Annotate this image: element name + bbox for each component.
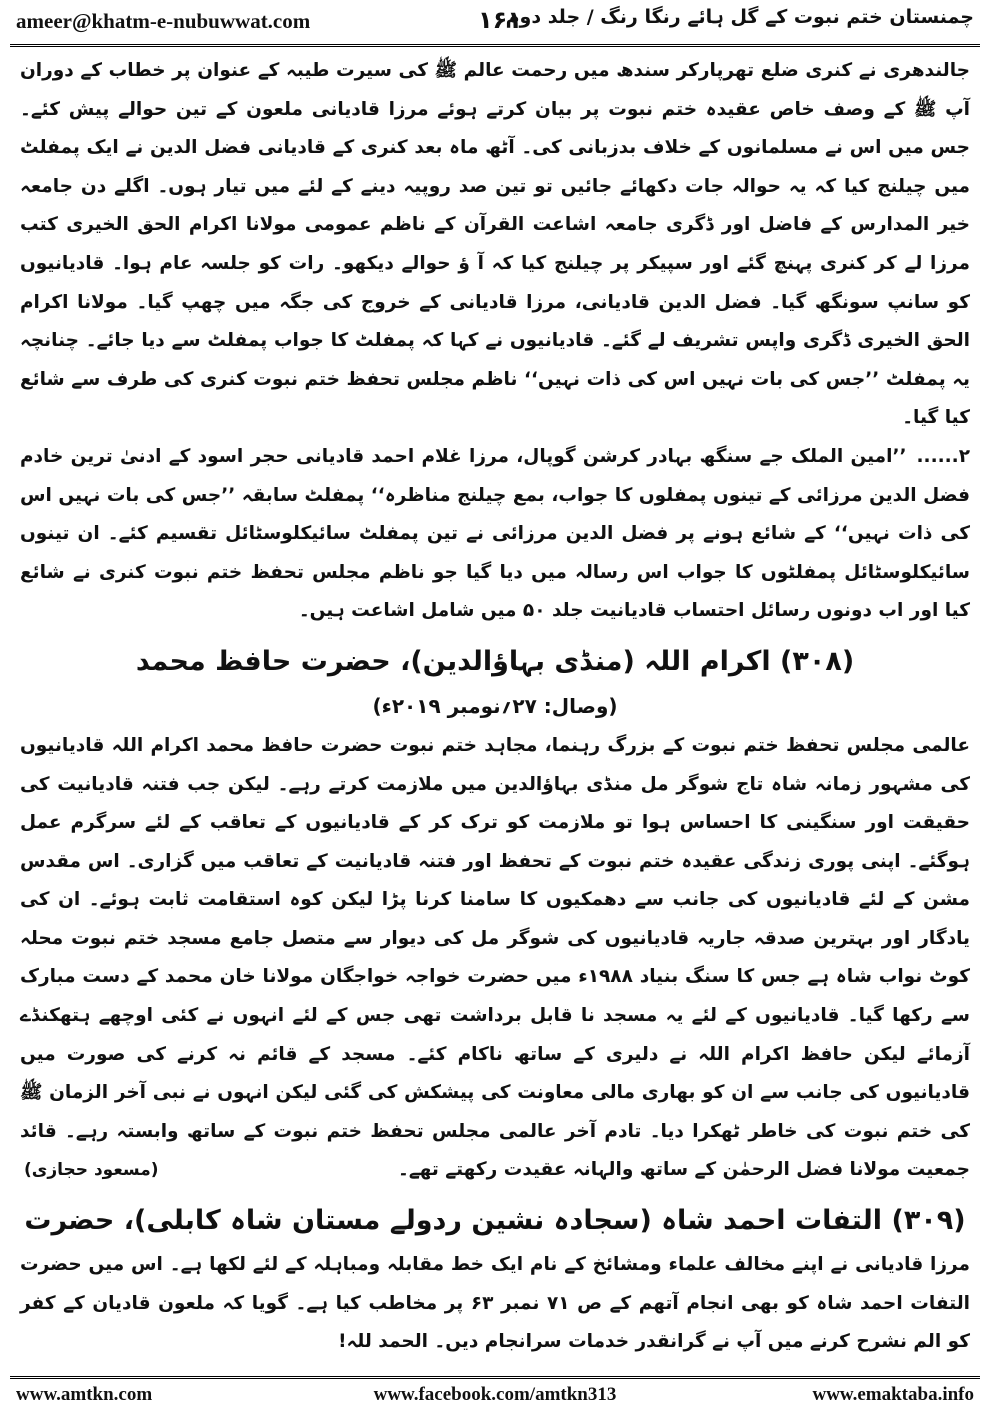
footer-link-amtkn[interactable]: www.amtkn.com [16, 1384, 153, 1405]
header-email: ameer@khatm-e-nubuwwat.com [16, 9, 311, 33]
numbered-item [20, 438, 970, 631]
author-signature: (مسعود حجازی) [24, 1160, 159, 1181]
item-number: ۲...... [916, 445, 970, 467]
section-308-body: عالمی مجلس تحفظ ختم نبوت کے بزرگ رہنما، مجاہد ختم نبوت حضرت حافظ محمد اکرام اللہ قادیانیوں کی مشہور زمانہ شاہ تاج شوگر مل منڈی بہاؤالدین میں ملازمت کرتے رہے۔ لیکن جب فتنہ قادیانیت کی حقیقت اور سنگینی کا احساس ہوا تو ملازمت کو ترک کر کے قادیانیوں کے تعاقب کے لئے سرگرم عمل ہوگئے۔ اپنی پوری زندگی عقیدہ ختم نبوت کے تحفظ اور فتنہ قادیانیت کے تعاقب میں گزاری۔ اس مقدس مشن کے لئے قادیانیوں کی جانب سے دھمکیوں کا سامنا کرنا پڑا لیکن کوہ استقامت ثابت ہوئے۔ ان کی یادگار اور بہترین صدقہ جاریہ قادیانیوں کی شوگر مل کی دیوار سے متصل جامع مسجد ختم نبوت محلہ کوٹ نواب شاہ ہے جس کا سنگ بنیاد ۱۹۸۸ء میں حضرت خواجہ خواجگان مولانا خان محمد کے دست مبارک سے رکھا گیا۔ قادیانیوں کے لئے یہ مسجد نا قابل برداشت تھی جس کے لئے انہوں نے کئی اوچھے ہتھکنڈے آزمائے لیکن حافظ اکرام اللہ نے دلیری کے ساتھ ناکام کئے۔ مسجد کے قائم نہ کرنے کی صورت میں قادیانیوں کی جانب سے ان کو بھاری مالی معاونت کی پیشکش کی گئی لیکن انہوں نے نبی آخر الزمان ﷺ کی ختم نبوت کی خاطر ٹھکرا دیا۔ تادم آخر عالمی مجلس تحفظ ختم نبوت کے ساتھ وابستہ رہے۔ قائد جمعیت مولانا فضل الرحمٰن کے ساتھ والہانہ عقیدت رکھتے تھے۔ [20, 734, 970, 1181]
footer-link-emaktaba[interactable]: www.emaktaba.info [812, 1384, 974, 1405]
page-footer [16, 1384, 974, 1414]
section-308-subheading: (وصال: ۲۷؍نومبر ۲۰۱۹ء) [372, 693, 618, 718]
header-divider [10, 44, 980, 47]
item-text: ’’امین الملک جے سنگھ بہادر کرشن گوپال، مرزا غلام احمد قادیانی حجر اسود کے ادنیٰ ترین خادم فضل الدین مرزائی کے تینوں پمفلوں کا جواب، بمع چیلنج مناظرہ‘‘ پمفلٹ سابقہ ’’جس کی بات نہیں اس کی ذات نہیں‘‘ کے شائع ہونے پر فضل الدین مرزائی نے تین پمفلٹ سائیکلوسٹائل تقسیم کئے۔ ان تینوں سائیکلوسٹائل پمفلٹوں کا جواب اس رسالہ میں دیا گیا جو ناظم مجلس تحفظ ختم نبوت کنری نے شائع کیا اور اب دونوں رسائل احتساب قادیانیت جلد ۵۰ میں شامل اشاعت ہیں۔ [20, 445, 970, 622]
book-title: چمنستان ختم نبوت کے گل ہائے رنگا رنگ / جلد دوم [505, 6, 974, 28]
footer-link-facebook[interactable]: www.facebook.com/amtkn313 [373, 1384, 617, 1405]
paragraph-continued: جالندھری نے کنری ضلع تھرپارکر سندھ میں رحمت عالم ﷺ کی سیرت طیبہ کے عنوان پر خطاب کے دوران آپ ﷺ کے وصف خاص عقیدہ ختم نبوت پر بیان کرتے ہوئے مرزا قادیانی ملعون کے تین حوالے پیش کئے۔ جس میں اس نے مسلمانوں کے خلاف بدزبانی کی۔ آٹھ ماہ بعد کنری کے قادیانی فضل الدین نے ایک پمفلٹ میں چیلنج کیا کہ یہ حوالہ جات دکھائے جائیں تو تین صد روپیہ دینے کے لئے میں تیار ہوں۔ اگلے دن جامعہ خیر المدارس کے فاضل اور ڈگری جامعہ اشاعت القرآن کے ناظم عمومی مولانا اکرام الحق الخیری کتب مرزا لے کر کنری پہنچ گئے اور سپیکر پر چیلنج کیا کہ آ ؤ حوالے دیکھو۔ رات کو جلسہ عام ہوا۔ قادیانیوں کو سانپ سونگھ گیا۔ فضل الدین قادیانی، مرزا قادیانی کے خروج کی جگہ میں چھپ گیا۔ مولانا اکرام الحق الخیری ڈگری واپس تشریف لے گئے۔ قادیانیوں نے کہا کہ پمفلٹ کا جواب پمفلٹ سے دیا جائے۔ چنانچہ یہ پمفلٹ ’’جس کی بات نہیں اس کی ذات نہیں‘‘ ناظم مجلس تحفظ ختم نبوت کنری کی طرف سے شائع کیا گیا۔ [20, 60, 970, 429]
section-308-heading: (۳۰۸) اکرام اللہ (منڈی بہاؤالدین)، حضرت حافظ محمد [135, 645, 855, 677]
section-309-heading: (۳۰۹) التفات احمد شاہ (سجادہ نشین ردولے مستان شاہ کابلی)، حضرت [24, 1205, 966, 1237]
page-number: ۱۶۱ [478, 6, 522, 34]
section-308-text [20, 727, 970, 1190]
footer-divider [10, 1376, 980, 1379]
page-body [20, 52, 970, 1352]
page-header [10, 0, 980, 42]
section-309-text: مرزا قادیانی نے اپنے مخالف علماء ومشائخ کے نام ایک خط مقابلہ ومباہلہ کے لئے لکھا ہے۔ اس میں حضرت التفات احمد شاہ کو بھی انجام آتھم کے ص ۷۱ نمبر ۶۳ پر مخاطب کیا ہے۔ گویا کہ ملعون قادیان کے کفر کو الم نشرح کرنے میں آپ نے گرانقدر خدمات سرانجام دیں۔ الحمد للہ! [20, 1254, 971, 1353]
